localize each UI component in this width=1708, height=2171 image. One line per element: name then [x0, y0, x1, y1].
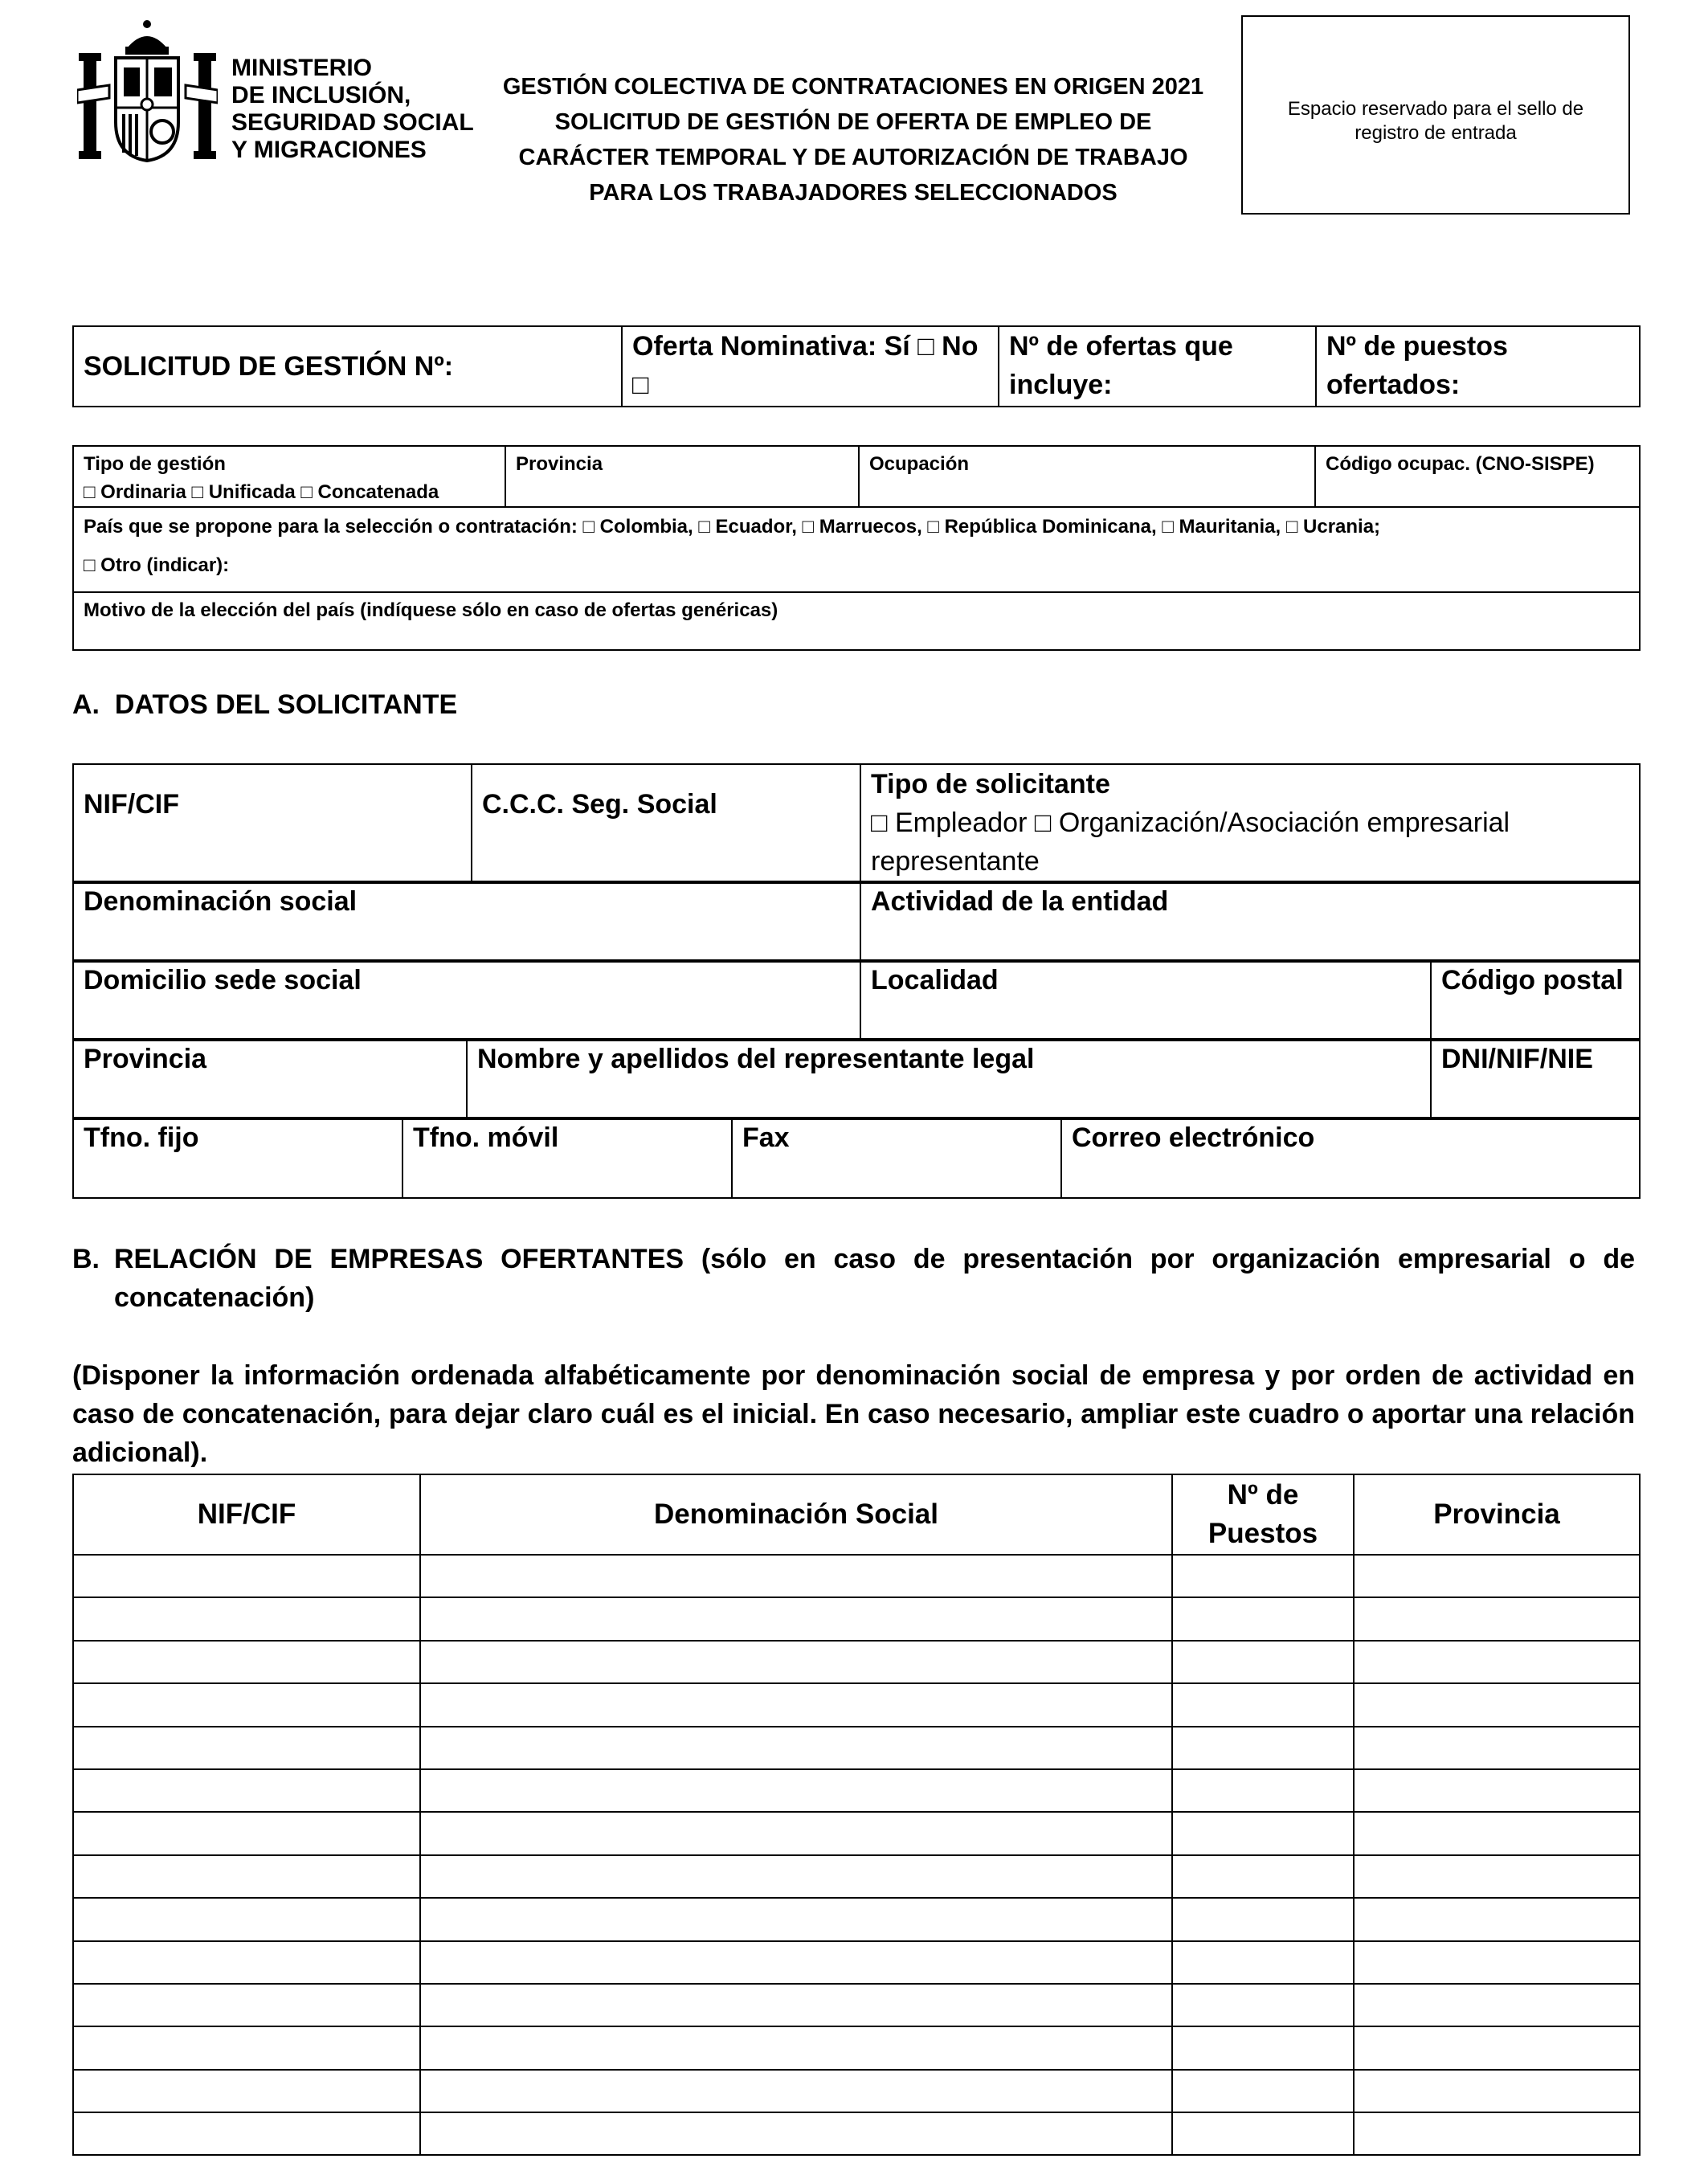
empresas-table	[72, 1474, 1641, 2156]
table-row	[73, 1555, 1640, 1597]
solicitante-table-row1	[72, 763, 1641, 884]
tipo-gestion-field[interactable]	[73, 446, 505, 507]
nif-cell[interactable]	[73, 1597, 420, 1640]
table-row	[73, 1898, 1640, 1940]
solicitante-table-row4	[72, 1038, 1641, 1120]
provincia-cell[interactable]	[1354, 2026, 1640, 2069]
codigo-postal-field[interactable]	[1431, 960, 1640, 1041]
ccc-field[interactable]	[472, 764, 860, 883]
solicitud-number-label: SOLICITUD DE GESTIÓN Nº:	[84, 351, 454, 382]
localidad-label: Localidad	[871, 965, 999, 996]
provincia-cell[interactable]	[1354, 1812, 1640, 1854]
denominacion-cell[interactable]	[420, 2112, 1172, 2155]
nif-cell[interactable]	[73, 1555, 420, 1597]
ocupacion-field[interactable]	[859, 446, 1315, 507]
registry-stamp-box	[1241, 15, 1630, 215]
column-header-provincia: Provincia	[1354, 1474, 1640, 1555]
section-b-note: (Disponer la información ordenada alfabéticamente por denominación social de empresa y por orden de actividad en caso de concatenación, para dejar claro cuál es el inicial. En caso necesario, ampliar este cuadro o aportar una relación adicional).	[72, 1360, 1635, 1468]
solicitud-number-field[interactable]	[73, 326, 622, 407]
table-row	[73, 2112, 1640, 2155]
table-row	[73, 1855, 1640, 1898]
table-row	[73, 1597, 1640, 1640]
denominacion-field[interactable]	[73, 881, 860, 962]
denominacion-cell[interactable]	[420, 2026, 1172, 2069]
provincia-cell[interactable]	[1354, 1855, 1640, 1898]
provincia-cell[interactable]	[1354, 1941, 1640, 1984]
domicilio-label: Domicilio sede social	[84, 965, 362, 996]
puestos-cell[interactable]	[1172, 1769, 1354, 1812]
column-header-denominacion: Denominación Social	[420, 1474, 1172, 1555]
solicitante-table-row5	[72, 1117, 1641, 1199]
puestos-cell[interactable]	[1172, 2070, 1354, 2112]
column-header-puestos: Nº de Puestos	[1172, 1474, 1354, 1555]
pais-options[interactable]: País que se propone para la selección o contratación: □ Colombia, □ Ecuador, □ Marruecos, □ República Dominicana, □ Mauritania, □ Ucrania;	[84, 516, 1381, 538]
denominacion-cell[interactable]	[420, 1941, 1172, 1984]
nif-cell[interactable]	[73, 1941, 420, 1984]
nif-field[interactable]	[73, 764, 472, 883]
provincia-cell[interactable]	[1354, 1597, 1640, 1640]
nif-cell[interactable]	[73, 1683, 420, 1726]
provincia-cell[interactable]	[1354, 2070, 1640, 2112]
actividad-label: Actividad de la entidad	[871, 886, 1169, 917]
denominacion-cell[interactable]	[420, 1769, 1172, 1812]
solicitante-table-row2	[72, 881, 1641, 963]
dni-field[interactable]	[1431, 1039, 1640, 1119]
ministry-line: SEGURIDAD SOCIAL	[231, 109, 474, 136]
denominacion-cell[interactable]	[420, 1727, 1172, 1769]
nif-cell[interactable]	[73, 1898, 420, 1940]
solicitante-table-row3	[72, 959, 1641, 1041]
provincia-cell[interactable]	[1354, 2112, 1640, 2155]
table-row	[73, 2070, 1640, 2112]
tfno-movil-field[interactable]	[402, 1118, 732, 1198]
provincia-cell[interactable]	[1354, 1555, 1640, 1597]
denominacion-cell[interactable]	[420, 1555, 1172, 1597]
puestos-cell[interactable]	[1172, 1898, 1354, 1940]
codigo-ocupacion-label: Código ocupac. (CNO-SISPE)	[1326, 453, 1595, 475]
denominacion-cell[interactable]	[420, 1641, 1172, 1683]
representante-label: Nombre y apellidos del representante legal	[477, 1044, 1035, 1074]
num-ofertas-label: Nº de ofertas que incluye:	[1009, 331, 1233, 400]
codigo-postal-label: Código postal	[1441, 965, 1624, 996]
coat-of-arms-logo	[77, 18, 218, 162]
solicitud-table	[72, 325, 1641, 407]
provincia-cell[interactable]	[1354, 1683, 1640, 1726]
section-b-heading	[72, 1240, 1635, 1317]
puestos-cell[interactable]	[1172, 1683, 1354, 1726]
gestion-table	[72, 445, 1641, 651]
puestos-cell[interactable]	[1172, 1597, 1354, 1640]
denominacion-cell[interactable]	[420, 1812, 1172, 1854]
num-ofertas-field[interactable]	[999, 326, 1316, 407]
tfno-fijo-label: Tfno. fijo	[84, 1122, 199, 1153]
num-puestos-field[interactable]	[1316, 326, 1640, 407]
table-row	[73, 1727, 1640, 1769]
column-header-nif: NIF/CIF	[73, 1474, 420, 1555]
pais-field[interactable]	[73, 507, 1640, 592]
provincia-cell[interactable]	[1354, 1769, 1640, 1812]
nif-cell[interactable]	[73, 2070, 420, 2112]
num-puestos-label: Nº de puestos ofertados:	[1326, 331, 1508, 400]
email-field[interactable]	[1061, 1118, 1640, 1198]
puestos-cell[interactable]	[1172, 1941, 1354, 1984]
provincia-field[interactable]	[505, 446, 859, 507]
section-b-title: RELACIÓN DE EMPRESAS OFERTANTES (sólo en caso de presentación por organización empresarial o de concatenación)	[114, 1244, 1635, 1313]
denominacion-cell[interactable]	[420, 1984, 1172, 2026]
section-b-letter: B.	[72, 1244, 100, 1274]
ministry-line: Y MIGRACIONES	[231, 137, 427, 163]
nif-cell[interactable]	[73, 1812, 420, 1854]
ocupacion-label: Ocupación	[869, 453, 970, 475]
email-label: Correo electrónico	[1072, 1122, 1315, 1153]
nif-cell[interactable]	[73, 1855, 420, 1898]
oferta-nominativa-field[interactable]	[622, 326, 999, 407]
puestos-cell[interactable]	[1172, 1641, 1354, 1683]
nif-cell[interactable]	[73, 1769, 420, 1812]
puestos-cell[interactable]	[1172, 1727, 1354, 1769]
ministry-name	[231, 55, 474, 164]
domicilio-field[interactable]	[73, 960, 860, 1041]
motivo-label: Motivo de la elección del país (indíquese sólo en caso de ofertas genéricas)	[84, 599, 778, 621]
nif-cell[interactable]	[73, 2112, 420, 2155]
provincia-cell[interactable]	[1354, 1641, 1640, 1683]
title-line: SOLICITUD DE GESTIÓN DE OFERTA DE EMPLEO DE	[554, 109, 1152, 135]
nif-label: NIF/CIF	[84, 789, 179, 820]
table-row	[73, 1683, 1640, 1726]
nif-cell[interactable]	[73, 2026, 420, 2069]
fax-label: Fax	[742, 1122, 790, 1153]
denominacion-cell[interactable]	[420, 1683, 1172, 1726]
nif-cell[interactable]	[73, 1984, 420, 2026]
provincia-cell[interactable]	[1354, 1898, 1640, 1940]
tfno-fijo-field[interactable]	[73, 1118, 402, 1198]
puestos-cell[interactable]	[1172, 1984, 1354, 2026]
motivo-field[interactable]	[73, 592, 1640, 650]
nif-cell[interactable]	[73, 1727, 420, 1769]
form-title	[488, 69, 1218, 211]
ccc-label: C.C.C. Seg. Social	[482, 789, 717, 820]
table-row	[73, 1812, 1640, 1854]
stamp-box-text: Espacio reservado para el sello de registro de entrada	[1287, 98, 1584, 144]
title-line: GESTIÓN COLECTIVA DE CONTRATACIONES EN ORIGEN 2021	[502, 74, 1204, 100]
denominacion-cell[interactable]	[420, 2070, 1172, 2112]
ministry-line: DE INCLUSIÓN,	[231, 82, 411, 108]
provincia-label: Provincia	[516, 453, 603, 475]
puestos-cell[interactable]	[1172, 2026, 1354, 2069]
ministry-line: MINISTERIO	[231, 55, 373, 81]
table-row	[73, 2026, 1640, 2069]
denominacion-cell[interactable]	[420, 1597, 1172, 1640]
tfno-movil-label: Tfno. móvil	[413, 1122, 559, 1153]
provincia-solicitante-label: Provincia	[84, 1044, 207, 1074]
actividad-field[interactable]	[860, 881, 1640, 962]
provincia-cell[interactable]	[1354, 1727, 1640, 1769]
fax-field[interactable]	[732, 1118, 1061, 1198]
puestos-cell[interactable]	[1172, 1812, 1354, 1854]
pais-otro-option[interactable]: □ Otro (indicar):	[84, 554, 230, 576]
table-row	[73, 1984, 1640, 2026]
tipo-solicitante-options[interactable]: □ Empleador □ Organización/Asociación empresarial representante	[871, 807, 1510, 877]
nif-cell[interactable]	[73, 1641, 420, 1683]
tipo-gestion-label: Tipo de gestión	[84, 453, 226, 475]
denominacion-cell[interactable]	[420, 1855, 1172, 1898]
tipo-gestion-options[interactable]: □ Ordinaria □ Unificada □ Concatenada	[84, 481, 439, 503]
localidad-field[interactable]	[860, 960, 1431, 1041]
oferta-nominativa-label: Oferta Nominativa: Sí □ No □	[632, 331, 979, 400]
puestos-cell[interactable]	[1172, 1855, 1354, 1898]
title-line: PARA LOS TRABAJADORES SELECCIONADOS	[589, 180, 1118, 206]
table-row	[73, 1941, 1640, 1984]
table-row	[73, 1769, 1640, 1812]
representante-field[interactable]	[467, 1039, 1431, 1119]
dni-label: DNI/NIF/NIE	[1441, 1044, 1593, 1074]
denominacion-cell[interactable]	[420, 1898, 1172, 1940]
puestos-cell[interactable]	[1172, 2112, 1354, 2155]
tipo-solicitante-field[interactable]	[860, 764, 1640, 883]
codigo-ocupacion-field[interactable]	[1315, 446, 1640, 507]
denominacion-label: Denominación social	[84, 886, 358, 917]
title-line: CARÁCTER TEMPORAL Y DE AUTORIZACIÓN DE TRABAJO	[518, 145, 1188, 170]
puestos-cell[interactable]	[1172, 1555, 1354, 1597]
table-row	[73, 1641, 1640, 1683]
tipo-solicitante-label: Tipo de solicitante	[871, 769, 1110, 799]
section-a-title: A. DATOS DEL SOLICITANTE	[72, 689, 458, 720]
provincia-solicitante-field[interactable]	[73, 1039, 467, 1119]
provincia-cell[interactable]	[1354, 1984, 1640, 2026]
